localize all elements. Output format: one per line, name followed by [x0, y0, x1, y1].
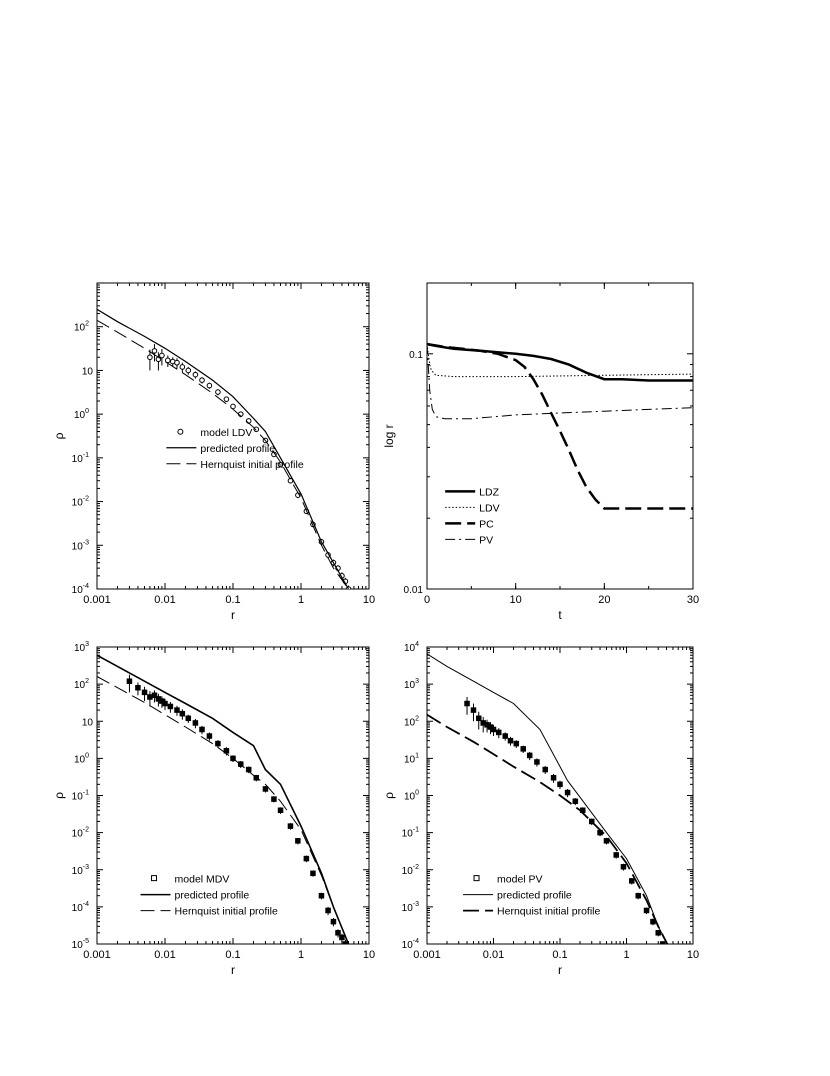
x-tick-label: 10 [362, 594, 376, 606]
y-tick-label: $10^1$ [403, 752, 419, 766]
y-tick-exponent: 2 [85, 320, 89, 328]
y-tick-label: $10^{-4}$ [71, 583, 89, 596]
x-tick-label: 1 [297, 594, 305, 606]
y-tick-exponent: 2 [415, 715, 419, 723]
data-point-marker [304, 856, 309, 861]
y-axis-label: ρ [382, 792, 396, 799]
x-tick-label: 0.001 [83, 949, 111, 961]
legend-label: Hernquist initial profile [497, 905, 601, 918]
y-tick-label: $10^{-1}$ [401, 826, 419, 840]
y-tick-exponent: -1 [412, 826, 419, 834]
x-axis-label: r [558, 963, 562, 977]
data-point-marker [664, 945, 669, 950]
series-line [97, 677, 349, 945]
y-tick-exponent: 1 [415, 752, 419, 760]
data-point-marker [471, 708, 476, 713]
legend-marker [178, 429, 183, 434]
data-point-marker [148, 355, 153, 360]
data-point-marker [667, 950, 672, 955]
data-point-marker [503, 734, 508, 739]
data-point-marker [175, 360, 180, 365]
data-point-marker [335, 930, 340, 935]
data-point-marker [246, 767, 251, 772]
x-tick-label: 0.01 [482, 949, 505, 961]
data-point-marker [193, 372, 198, 377]
data-point-marker [224, 397, 229, 402]
y-tick-exponent: 3 [415, 678, 419, 686]
y-tick-label: $10^{-3}$ [71, 539, 89, 553]
x-tick-label: 0.001 [83, 594, 111, 606]
y-tick-exponent: -4 [82, 583, 89, 590]
data-point-marker [476, 716, 481, 721]
y-axis-label: log r [382, 424, 396, 448]
y-tick-exponent: 0 [415, 789, 419, 797]
data-point-marker [521, 746, 526, 751]
data-point-marker [216, 390, 221, 395]
data-point-marker [193, 720, 198, 725]
y-tick-exponent: -2 [82, 495, 89, 503]
y-tick-label: $10^{-2}$ [71, 495, 89, 509]
data-point-marker [534, 759, 539, 764]
x-tick-label: 0 [423, 594, 431, 606]
legend-label: model MDV [174, 873, 230, 886]
series-line [427, 344, 693, 508]
y-tick-exponent: -4 [82, 900, 89, 908]
data-point-marker [621, 864, 626, 869]
data-point-marker [660, 942, 665, 947]
data-point-marker [142, 690, 147, 695]
data-point-marker [127, 679, 132, 684]
legend-label: predicted profile [497, 889, 572, 902]
data-point-marker [186, 716, 191, 721]
data-point-marker [551, 775, 556, 780]
data-point-marker [543, 767, 548, 772]
data-point-marker [168, 704, 173, 709]
y-tick-label: $10^{-5}$ [71, 938, 89, 951]
legend-marker [474, 876, 479, 881]
x-tick-label: 0.01 [154, 949, 176, 961]
y-tick-exponent: -4 [412, 938, 419, 945]
y-tick-label: $10^0$ [403, 789, 419, 803]
y-tick-label: $10^{-2}$ [401, 863, 419, 877]
data-point-marker [200, 378, 205, 383]
data-point-marker [263, 786, 268, 791]
data-point-marker [527, 753, 532, 758]
x-tick-label: 10 [362, 949, 376, 961]
y-tick-exponent: -3 [82, 863, 89, 871]
data-point-marker [147, 694, 152, 699]
x-tick-label: 1 [623, 949, 630, 961]
data-point-marker [331, 919, 336, 924]
data-point-marker [199, 727, 204, 732]
data-point-marker [160, 353, 165, 358]
legend-label: LDV [479, 502, 500, 515]
legend-label: predicted profile [200, 442, 276, 455]
y-tick-label: $10^2$ [73, 320, 89, 334]
data-point-marker [288, 824, 293, 829]
y-tick-label: $10^2$ [403, 715, 419, 729]
y-tick-label: $10^0$ [73, 752, 89, 766]
data-point-marker [644, 908, 649, 913]
x-axis-label: r [231, 963, 235, 977]
y-tick-label: $10^2$ [73, 678, 89, 692]
data-point-marker [180, 711, 185, 716]
data-point-marker [514, 741, 519, 746]
legend-label: Hernquist initial profile [200, 458, 304, 471]
legend-label: PC [479, 518, 494, 531]
x-tick-label: 20 [598, 594, 611, 606]
data-point-marker [636, 893, 641, 898]
series-line [427, 715, 673, 956]
data-point-marker [174, 708, 179, 713]
panel-bottom-right [382, 641, 699, 977]
y-tick-exponent: 3 [85, 641, 89, 648]
y-tick-label: $10^{-1}$ [71, 451, 89, 465]
x-tick-label: 0.1 [552, 949, 568, 961]
data-point-marker [491, 727, 496, 732]
data-point-marker [215, 741, 220, 746]
y-tick-label: $10^4$ [403, 641, 419, 654]
data-point-marker [508, 738, 513, 743]
data-point-marker [565, 790, 570, 795]
y-tick-exponent: -2 [412, 863, 419, 871]
data-point-marker [339, 935, 344, 940]
legend-label: Hernquist initial profile [174, 905, 278, 918]
legend-label: PV [479, 534, 494, 547]
y-tick-label: 0.01 [403, 585, 423, 596]
legend-label: LDZ [479, 486, 500, 499]
y-tick-label: $10^{-1}$ [71, 789, 89, 803]
y-axis-label: ρ [52, 432, 66, 440]
data-point-marker [310, 871, 315, 876]
y-tick-label: 10 [81, 366, 93, 378]
y-tick-label: 0.1 [409, 349, 423, 361]
x-tick-label: 0.1 [225, 949, 241, 961]
y-tick-label: $10^0$ [73, 408, 89, 422]
data-point-marker [207, 734, 212, 739]
y-tick-exponent: 0 [85, 752, 89, 760]
y-tick-exponent: -1 [82, 789, 89, 797]
y-tick-label: 10 [81, 717, 93, 729]
y-tick-exponent: 2 [85, 678, 89, 686]
x-tick-label: 0.001 [413, 949, 441, 961]
x-tick-label: 10 [686, 949, 700, 961]
x-axis-label: t [558, 608, 562, 622]
panel-bottom-left [52, 641, 375, 977]
data-point-marker [614, 852, 619, 857]
y-tick-exponent: 4 [415, 641, 419, 648]
data-point-marker [271, 797, 276, 802]
panel-top-right [382, 283, 699, 622]
x-tick-label: 0.01 [154, 594, 176, 606]
plot-frame [427, 283, 693, 589]
data-point-marker [295, 838, 300, 843]
data-point-marker [656, 930, 661, 935]
series-line [427, 344, 693, 380]
legend-label: predicted profile [174, 889, 250, 902]
y-tick-label: $10^{-4}$ [401, 938, 419, 951]
data-point-marker [180, 365, 185, 370]
data-point-marker [496, 730, 501, 735]
y-tick-exponent: -5 [82, 938, 89, 945]
data-point-marker [319, 893, 324, 898]
legend-marker [152, 876, 157, 881]
data-point-marker [558, 782, 563, 787]
legend-label: model PV [497, 873, 543, 886]
y-tick-exponent: -1 [82, 451, 89, 459]
data-point-marker [152, 349, 157, 354]
x-axis-label: r [231, 608, 235, 622]
y-tick-label: $10^{-4}$ [71, 900, 89, 914]
y-tick-exponent: -2 [82, 826, 89, 834]
panel-top-left [52, 283, 375, 622]
data-point-marker [278, 808, 283, 813]
y-axis-label: ρ [52, 792, 66, 799]
data-point-marker [135, 685, 140, 690]
x-tick-label: 10 [509, 594, 522, 606]
x-tick-label: 30 [686, 594, 700, 606]
data-point-marker [465, 701, 470, 706]
y-tick-exponent: -3 [412, 900, 419, 908]
y-tick-exponent: 0 [85, 408, 89, 416]
y-tick-label: $10^{-3}$ [71, 863, 89, 877]
data-point-marker [629, 878, 634, 883]
y-tick-label: $10^{-2}$ [71, 826, 89, 840]
x-tick-label: 1 [297, 949, 305, 961]
x-tick-label: 0.1 [225, 594, 241, 606]
y-tick-exponent: -3 [82, 539, 89, 547]
series-group [427, 344, 693, 508]
data-point-marker [186, 368, 191, 373]
y-tick-label: $10^{-3}$ [401, 900, 419, 914]
y-tick-label: $10^3$ [403, 678, 419, 692]
data-point-marker [163, 701, 168, 706]
data-point-marker [326, 908, 331, 913]
data-point-marker [207, 383, 212, 388]
legend-label: model LDV [200, 426, 253, 439]
y-tick-label: $10^3$ [73, 641, 89, 654]
data-point-marker [573, 799, 578, 804]
